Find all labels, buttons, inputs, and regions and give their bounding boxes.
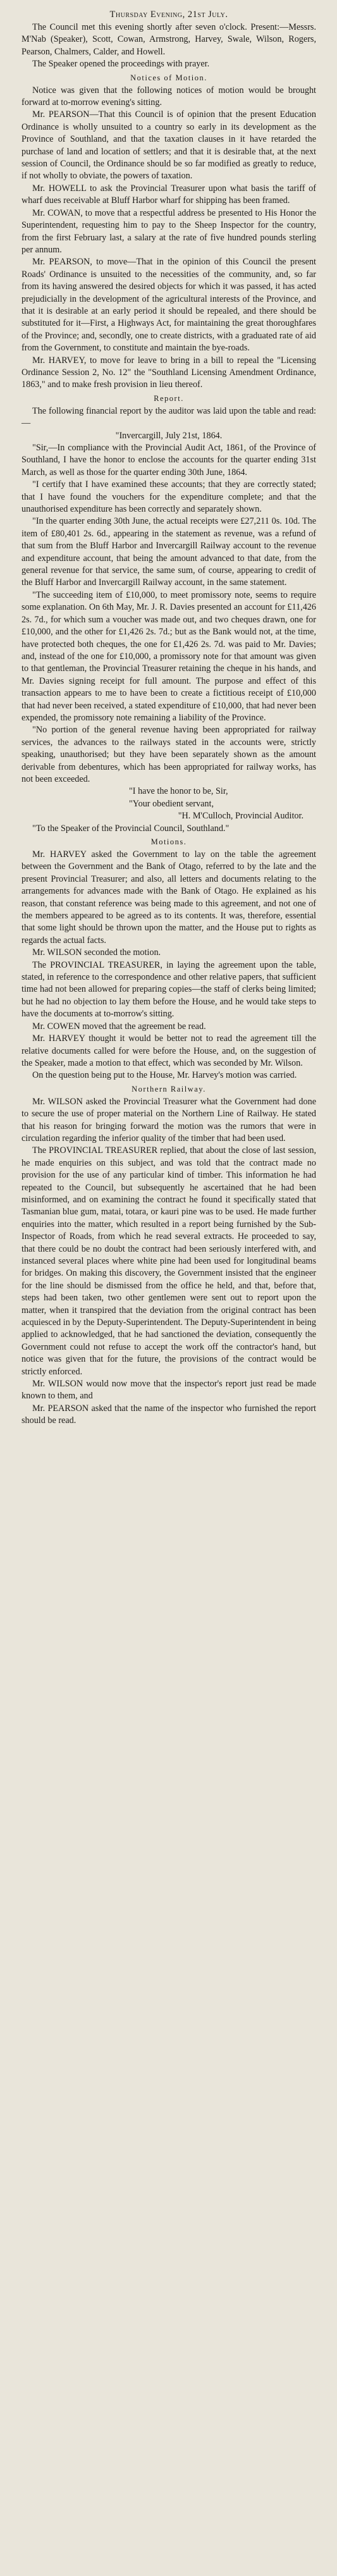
paragraph-report-promissory: "The succeeding item of £10,000, to meet promissory note, seems to require some explanation. On 6th May, Mr. J. R. Davies presented an account for £11,426 2s. 7d., for which sum a voucher was made out, and two cheques drawn, one for £10,000, and the other for £1,426 2s. 7d.; but as the Bank would not, at the time, have protected both cheques, the one for £1,426 2s. 7d. was paid to Mr. Davies; and, instead of the one for £10,000, a promissory note for that amount was given to that gentleman, the Provincial Treasurer retaining the cheque in his hands, and Mr. Davies signing receipt for full amount. The purpose and effect of this transaction appears to me to have been to create a fictitious receipt of £10,000 that had never been received, a stated expenditure of £10,000, that had never been expended, the promissory note remaining a liability of the Province. xyxy=(21,589,316,723)
paragraph-wilson-railway: Mr. WILSON asked the Provincial Treasurer what the Government had done to secure the use of proper material on the Northern Line of Railway. He stated that his reason for bringing forward the motion was the rumors that were in circulation regarding the inferior quality of the timber that had been used. xyxy=(21,1096,316,1143)
section-heading-northern-railway: Northern Railway. xyxy=(132,1084,206,1094)
paragraph-harvey-licensing: Mr. HARVEY, to move for leave to bring in a bill to repeal the "Licensing Ordinance Session 2, No. 12" the "Southland Licensing Amendment Ordinance, 1863," and to make fresh provision in lieu thereof. xyxy=(21,355,316,390)
paragraph-report-receipts: "In the quarter ending 30th June, the actual receipts were £27,211 0s. 10d. The item of £80,401 2s. 6d., appearing in the statement as revenue, was a refund of that sum from the Bluff Harbor and Invercargill Railway account to the revenue and expenditure account, that being the amount advanced to that date, from the general revenue for that service, the same sum, of course, appearing to credit of the Bluff Harbor and Invercargill Railway account, in the same statement. xyxy=(21,516,316,588)
paragraph-report-railway: "No portion of the general revenue having been appropriated for railway services, the advances to the railways stated in the accounts were, strictly speaking, unauthorised; but they have been separately shown as the amount derivable from debentures, which has been appropriated for railway works, has not been exceeded. xyxy=(21,725,316,784)
paragraph-treasurer-agreement: The PROVINCIAL TREASURER, in laying the agreement upon the table, stated, in reference to the correspondence and other relative papers, that sufficient time had not been allowed for preparing copies—the staff of clerks being limited; but he had no objection to lay them before the House, and he would take steps to have the documents at to-morrow's sitting. xyxy=(21,959,316,1020)
paragraph-present: The Council met this evening shortly after seven o'clock. Present:—Messrs. M'Nab (Speaker), Scott, Cowan, Armstrong, Harvey, Swale, Wilson, Rogers, Pearson, Chalmers, Calder, and Howell. xyxy=(21,22,316,57)
report-signature: "H. M'Culloch, Provincial Auditor. xyxy=(178,811,303,822)
section-heading-report: Report. xyxy=(154,393,184,403)
paragraph-cowen-read: Mr. COWEN moved that the agreement be read. xyxy=(32,1021,206,1032)
section-heading-motions: Motions. xyxy=(150,837,187,846)
report-closing-honor: "I have the honor to be, Sir, xyxy=(129,786,228,797)
paragraph-harvey-agreement: Mr. HARVEY asked the Government to lay on the table the agreement between the Government and the Bank of Otago, referred to by the late and the present Provincial Treasurer; and also, all letters and documents relating to the arrangements for advances made with the Bank of Otago. He explained as his reason, that constant reference was being made to this agreement, and not one of the members appeared to be agreed as to its contents. It was, therefore, essential that some light should be thrown upon the matter, and the House put to rights as regards the actual facts. xyxy=(21,849,316,946)
paragraph-report-sir: "Sir,—In compliance with the Provincial Audit Act, 1861, of the Province of Southland, I have the honor to enclose the accounts for the quarter ending 31st March, as well as those for the quarter ending 30th June, 1864. xyxy=(21,443,316,478)
paragraph-motion-carried: On the question being put to the House, Mr. Harvey's motion was carried. xyxy=(32,1070,297,1081)
paragraph-notice-intro: Notice was given that the following notices of motion would be brought forward at to-morrow evening's sitting. xyxy=(21,85,316,108)
article-heading: Thursday Evening, 21st July. xyxy=(109,9,228,20)
paragraph-harvey-documents: Mr. HARVEY thought it would be better not to read the agreement till the relative documents called for were before the House, and, on the suggestion of the Speaker, made a motion to that effect, which was seconded by Mr. Wilson. xyxy=(21,1033,316,1068)
paragraph-pearson-roads: Mr. PEARSON, to move—That in the opinion of this Council the present Roads' Ordinance is unsuited to the necessities of the community, and, so far from its having answered the desired objects for which it was passed, it has acted prejudicially in the development of the agricultural interests of the Province, and that it is desirable at an early period it should be repealed, and there should be substituted for it—First, a Highways Act, for maintaining the great thoroughfares of the Province; and, secondly, one to create districts, with a graduated rate of aid from the Government, to constitute and maintain the bye-roads. xyxy=(21,257,316,354)
paragraph-wilson-seconded: Mr. WILSON seconded the motion. xyxy=(32,947,161,958)
paragraph-treasurer-timber: The PROVINCIAL TREASURER replied, that about the close of last session, he made enquiries on this subject, and was told that the contract made no provision for the use of any particular kind of timber. This information he had repeated to the Council, but subsequently he ascertained that he had been misinformed, and on examining the contract he found it specifically stated that Tasmanian blue gum, matai, totara, or kauri pine was to be used. He made further enquiries into the matter, which resulted in a report being furnished by the Sub-Inspector of Roads, from which he read several extracts. He proceeded to say, that there could be no doubt the contract had been seriously interfered with, and instanced several places where white pine had been used for longitudinal beams for bridges. On making this discovery, the Government insisted that the engineer for the line should be dismissed from the office he held, and that, before that, steps had been taken, two other gentlemen were sent out to report upon the matter, when it transpired that the deviation from the original contract has been acquiesced in by the Deputy-Superintendent. The Deputy-Superintendent in being applied to acknowledged, that he had sanctioned the deviation, consequently the Government could not refuse to accept the work off the contractor's hand, but notice was given that for the future, the provisions of the contract would be strictly enforced. xyxy=(21,1145,316,1377)
report-closing-servant: "Your obedient servant, xyxy=(129,798,214,809)
report-date: "Invercargill, July 21st, 1864. xyxy=(115,430,223,441)
article-column xyxy=(21,8,316,1427)
report-addressee: "To the Speaker of the Provincial Council, Southland." xyxy=(32,823,230,834)
paragraph-report-intro: The following financial report by the auditor was laid upon the table and read:— xyxy=(21,405,316,429)
paragraph-prayer: The Speaker opened the proceedings with prayer. xyxy=(32,59,210,70)
paragraph-wilson-report: Mr. WILSON would now move that the inspector's report just read be made known to them, and xyxy=(21,1379,316,1402)
paragraph-pearson-education: Mr. PEARSON—That this Council is of opinion that the present Education Ordinance is wholly unsuited to a country so early in its development as the Province of Southland, and that the taxation clauses in it have retarded the purchase of land and location of settlers; and that it is desirable that, at the next session of Council, the Ordinance should be so far modified as greatly to reduce, if not wholly to obviate, the powers of taxation. xyxy=(21,109,316,182)
paragraph-pearson-inspector: Mr. PEARSON asked that the name of the inspector who furnished the report should be read. xyxy=(21,1403,316,1426)
paragraph-cowan-sheep: Mr. COWAN, to move that a respectful address be presented to His Honor the Superintendent, requesting him to pay to the Sheep Inspector for the country, from the first February last, a salary at the rate of five hundred pounds sterling per annum. xyxy=(21,207,316,255)
section-heading-notices: Notices of Motion. xyxy=(130,73,207,82)
paragraph-report-certify: "I certify that I have examined these accounts; that they are correctly stated; that I have found the vouchers for the expenditure complete; and that the unauthorised expenditure has been correctly and separately shown. xyxy=(21,479,316,515)
paragraph-howell-wharf: Mr. HOWELL to ask the Provincial Treasurer upon what basis the tariff of wharf dues receivable at Bluff Harbor wharf for shipping has been framed. xyxy=(21,183,316,206)
